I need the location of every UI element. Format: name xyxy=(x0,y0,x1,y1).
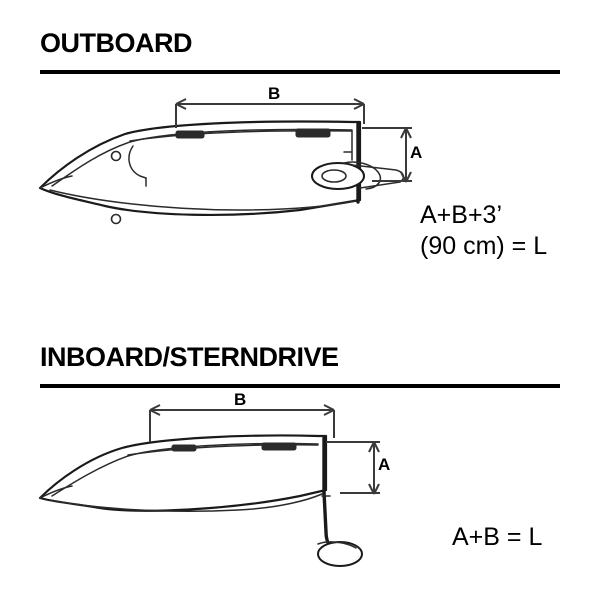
dimension-label-a-outboard: A xyxy=(410,143,423,162)
inboard-boat-drawing xyxy=(0,300,600,600)
section-title-inboard: INBOARD/STERNDRIVE xyxy=(40,342,339,372)
formula-inboard: A+B = L xyxy=(452,523,543,551)
formula-outboard xyxy=(420,200,547,263)
dimension-label-a-inboard: A xyxy=(378,455,391,474)
dimension-label-b-outboard: B xyxy=(268,84,281,103)
formula-outboard-line1: A+B+3’ xyxy=(420,201,503,229)
section-inboard xyxy=(0,300,600,600)
dimension-label-b-inboard: B xyxy=(234,390,247,409)
section-title-outboard: OUTBOARD xyxy=(40,28,192,58)
formula-outboard-line2: (90 cm) = L xyxy=(420,232,548,261)
